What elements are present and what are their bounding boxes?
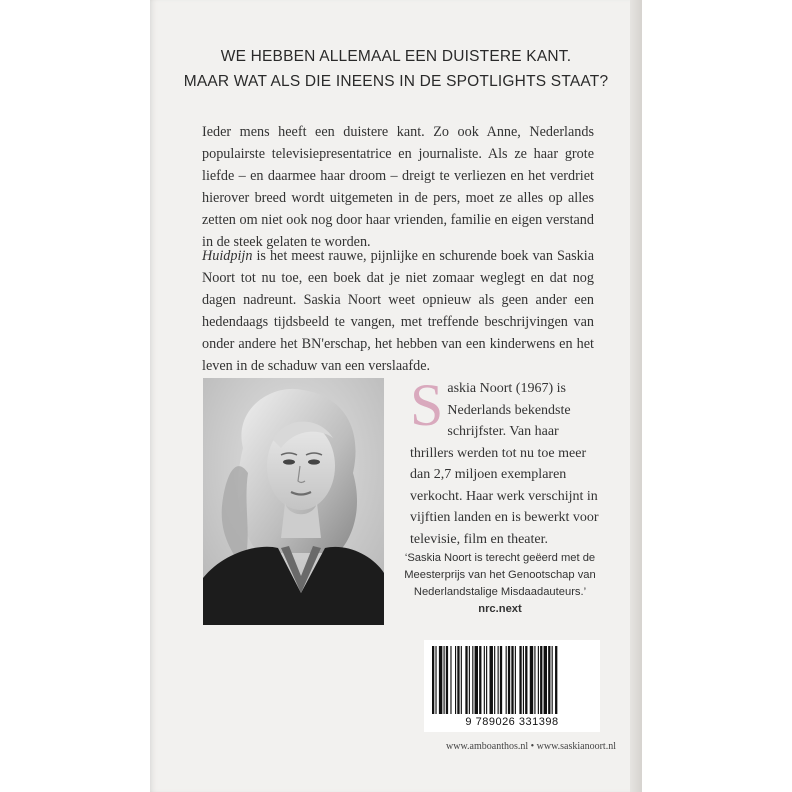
headline-line-1: WE HEBBEN ALLEMAAL EEN DUISTERE KANT.: [220, 48, 572, 65]
headline: [150, 44, 642, 94]
barcode-bar: [486, 646, 487, 714]
barcode-bar: [548, 646, 550, 714]
review-quote: [400, 550, 600, 618]
bio-text: askia Noort (1967) is Nederlands bekendste schrijfster. Van haar thrillers werden tot nu toe meer dan 2,7 miljoen exemplaren verkocht. Haar werk verschijnt in vijftien landen en is bewerkt voor televisie, film en theater.: [410, 381, 599, 547]
barcode-bar: [544, 646, 547, 714]
barcode-bar: [465, 646, 467, 714]
cover-edge: [630, 0, 642, 792]
barcode-bar: [457, 646, 459, 714]
blurb-paragraph-2-text: is het meest rauwe, pijnlijke en schurende boek van Saskia Noort tot nu toe, een boek dat je niet zomaar weglegt en dat nog dagen nadreunt. Saskia Noort weet opnieuw als geen ander een hedendaags tijdsbeeld te vangen, met treffende beschrijvingen van onder andere het BN'erschap, het hebben van een kinderwens en het leven in de schaduw van een verslaafde.: [202, 248, 594, 374]
quote-text: ‘Saskia Noort is terecht geëerd met de Meesterprijs van het Genootschap van Nederlandstalige Misdaadauteurs.’: [404, 552, 596, 598]
barcode-bar: [472, 646, 473, 714]
barcode-bar: [469, 646, 470, 714]
barcode-bar: [511, 646, 513, 714]
barcode-bar: [461, 646, 462, 714]
barcode-bar: [432, 646, 434, 714]
barcode-bar: [484, 646, 485, 714]
barcode-bar: [500, 646, 502, 714]
barcode-bar: [439, 646, 442, 714]
bio-dropcap: S: [410, 372, 444, 438]
barcode-bar: [530, 646, 533, 714]
barcode-bar: [540, 646, 542, 714]
blurb-paragraph-1: Ieder mens heeft een duistere kant. Zo ook Anne, Nederlands populairste televisiepresentatrice en journaliste. Als ze haar grote liefde – en daarmee haar droom – dreigt te verliezen en het verdriet hierover breed wordt uitgemeten in de pers, moet ze alles op alles zetten om niet ook nog door haar vrienden, familie en eigen verstand in de steek gelaten te worden.: [202, 124, 594, 250]
barcode-bar: [523, 646, 524, 714]
book-title: Huidpijn: [202, 248, 253, 264]
headline-line-2: MAAR WAT ALS DIE INEENS IN DE SPOTLIGHTS STAAT?: [183, 73, 609, 90]
barcode-bar: [435, 646, 436, 714]
barcode-bar: [508, 646, 510, 714]
barcode: [424, 640, 600, 732]
barcode-bars: [424, 640, 600, 716]
barcode-bar: [446, 646, 448, 714]
barcode-bar: [552, 646, 553, 714]
barcode-bar: [534, 646, 535, 714]
author-photo: [203, 378, 384, 625]
barcode-bar: [538, 646, 539, 714]
footer-websites: www.amboanthos.nl • www.saskianoort.nl: [446, 741, 616, 752]
barcode-bar: [555, 646, 557, 714]
blurb-paragraph-2: [202, 245, 594, 377]
barcode-bar: [475, 646, 478, 714]
barcode-digits: 9 789026 331398: [465, 716, 559, 728]
author-portrait-image: [203, 378, 384, 625]
barcode-bar: [506, 646, 507, 714]
barcode-bar: [455, 646, 456, 714]
author-bio: [410, 372, 600, 550]
barcode-bar: [515, 646, 516, 714]
barcode-bar: [490, 646, 493, 714]
barcode-bar: [498, 646, 499, 714]
barcode-bar: [479, 646, 481, 714]
barcode-bar: [444, 646, 445, 714]
quote-source: nrc.next: [478, 603, 522, 615]
barcode-bar: [494, 646, 495, 714]
barcode-bar: [450, 646, 451, 714]
barcode-bar: [525, 646, 527, 714]
barcode-bar: [519, 646, 521, 714]
